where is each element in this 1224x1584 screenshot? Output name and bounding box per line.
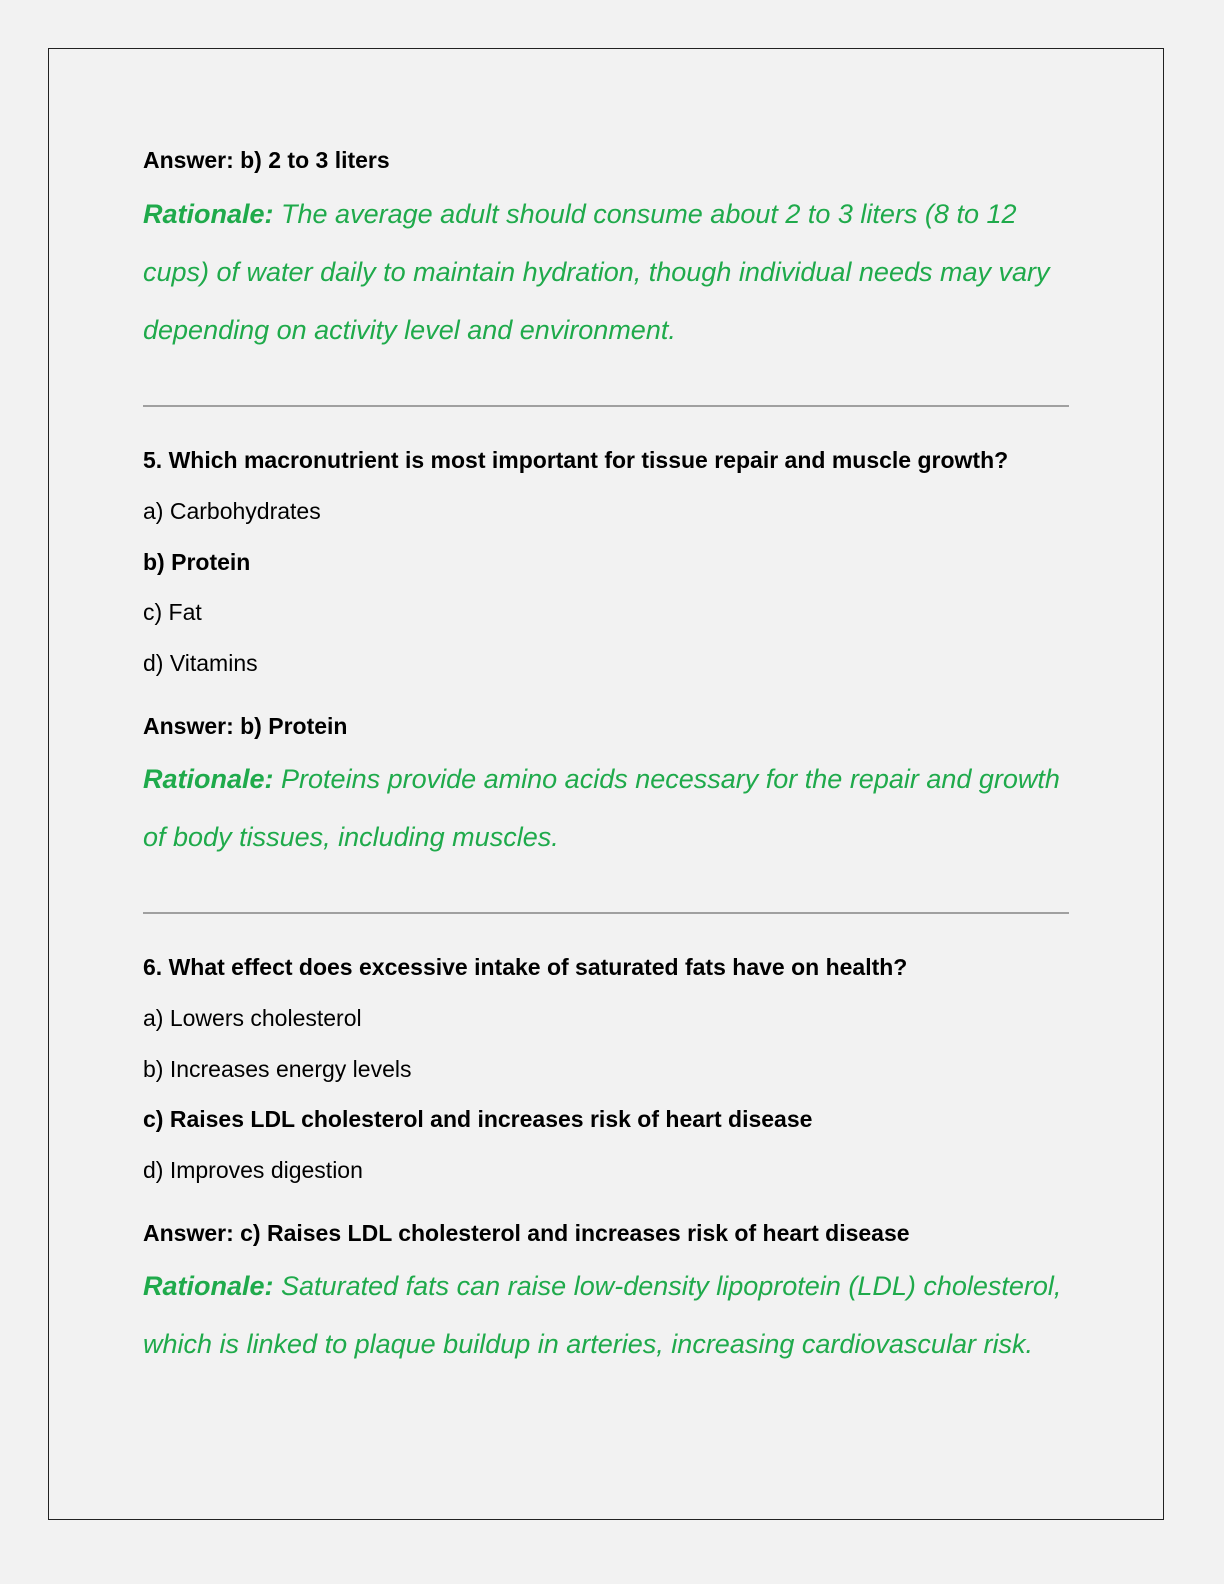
option-5c: c) Fat [143, 599, 202, 625]
option-5d: d) Vitamins [143, 650, 258, 676]
option-6d: d) Improves digestion [143, 1157, 363, 1183]
rationale-text: Proteins provide amino acids necessary for the repair and growth of body tissues, including muscles. [143, 764, 1060, 852]
option-5a: a) Carbohydrates [143, 498, 321, 524]
answer-6: Answer: c) Raises LDL cholesterol and increases risk of heart disease [143, 1220, 910, 1246]
rationale-4 [143, 185, 1078, 359]
question-5: 5. Which macronutrient is most important for tissue repair and muscle growth? [143, 447, 1009, 473]
question-6: 6. What effect does excessive intake of saturated fats have on health? [143, 954, 908, 980]
rationale-label: Rationale: [143, 764, 274, 794]
option-6b: b) Increases energy levels [143, 1056, 412, 1082]
rationale-6 [143, 1257, 1078, 1373]
rationale-label: Rationale: [143, 1271, 274, 1301]
answer-5: Answer: b) Protein [143, 713, 348, 739]
section-divider [143, 912, 1069, 914]
rationale-5 [143, 750, 1078, 866]
option-5b: b) Protein [143, 549, 251, 575]
rationale-text: The average adult should consume about 2 to 3 liters (8 to 12 cups) of water daily to maintain hydration, though individual needs may vary depending on activity level and environment. [143, 199, 1050, 345]
rationale-text: Saturated fats can raise low-density lipoprotein (LDL) cholesterol, which is linked to plaque buildup in arteries, increasing cardiovascular risk. [143, 1271, 1062, 1359]
option-6c: c) Raises LDL cholesterol and increases risk of heart disease [143, 1106, 813, 1132]
rationale-label: Rationale: [143, 199, 274, 229]
option-6a: a) Lowers cholesterol [143, 1005, 362, 1031]
section-divider [143, 405, 1069, 407]
answer-4: Answer: b) 2 to 3 liters [143, 147, 390, 173]
